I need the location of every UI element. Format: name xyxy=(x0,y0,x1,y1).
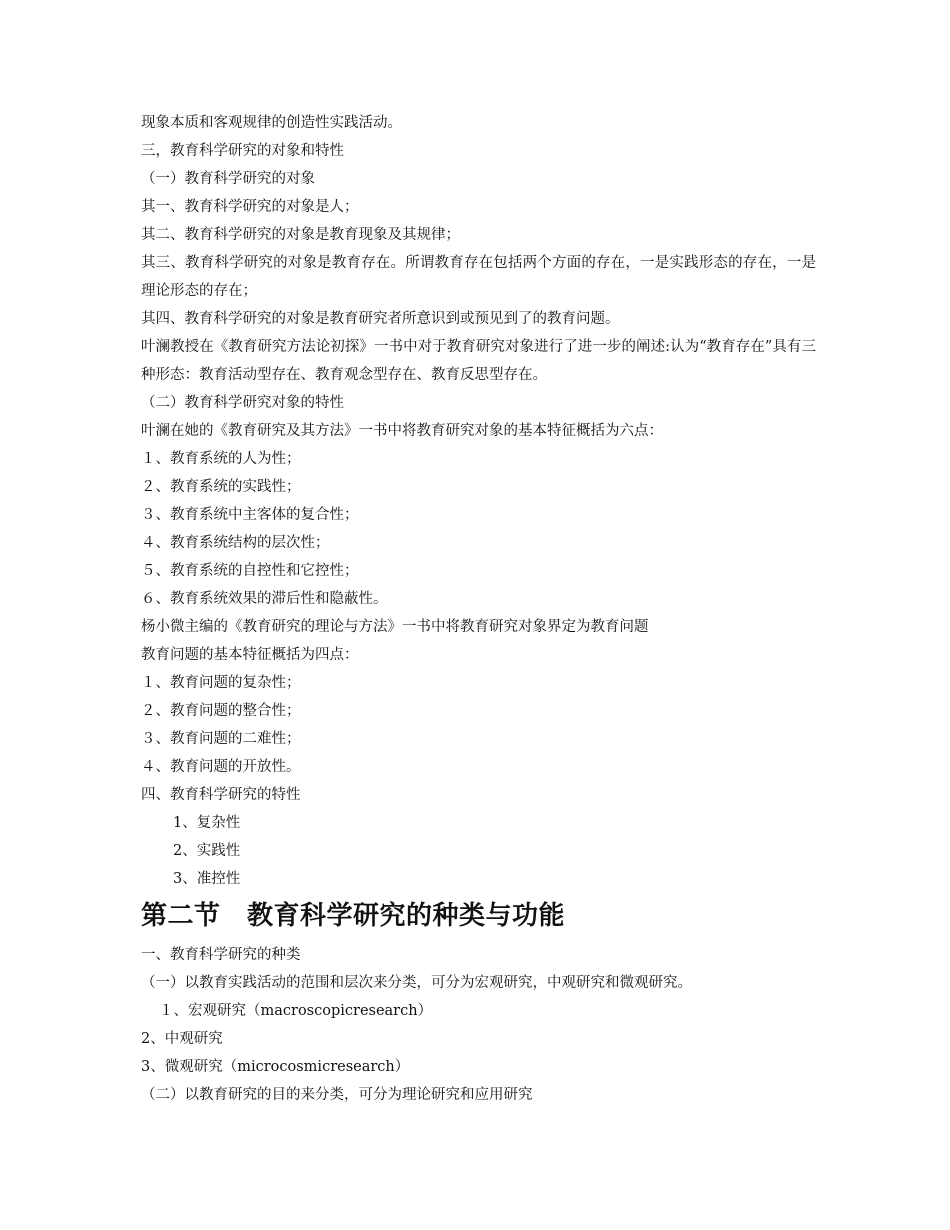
text-line: 叶澜在她的《教育研究及其方法》一书中将教育研究对象的基本特征概括为六点： xyxy=(141,423,663,439)
text-line: 现象本质和客观规律的创造性实践活动。 xyxy=(141,115,402,131)
section-subheading: （一）教育科学研究的对象 xyxy=(141,171,315,187)
section-subheading: （二）教育科学研究对象的特性 xyxy=(141,395,344,411)
section-subheading: 四、教育科学研究的特性 xyxy=(141,787,301,803)
list-item: ６、教育系统效果的滞后性和隐蔽性。 xyxy=(141,591,388,607)
list-item: ５、教育系统的自控性和它控性； xyxy=(141,563,359,579)
list-item: １、宏观研究（macroscopicresearch） xyxy=(159,1003,433,1019)
list-item: 3、准控性 xyxy=(173,871,241,887)
section-subheading: 三，教育科学研究的对象和特性 xyxy=(141,143,344,159)
section-subheading: 一、教育科学研究的种类 xyxy=(141,947,301,963)
list-item: 1、复杂性 xyxy=(173,815,241,831)
document-body xyxy=(141,109,816,1109)
text-line: （二）以教育研究的目的来分类，可分为理论研究和应用研究 xyxy=(141,1087,533,1103)
text-line: 教育问题的基本特征概括为四点： xyxy=(141,647,359,663)
list-item: １、教育问题的复杂性； xyxy=(141,675,301,691)
list-item: ４、教育系统结构的层次性； xyxy=(141,535,330,551)
text-line: 杨小微主编的《教育研究的理论与方法》一书中将教育研究对象界定为教育问题 xyxy=(141,619,649,635)
list-item: ２、教育问题的整合性； xyxy=(141,703,301,719)
list-item: ４、教育问题的开放性。 xyxy=(141,759,301,775)
list-item: ３、教育系统中主客体的复合性； xyxy=(141,507,359,523)
text-line: 其二、教育科学研究的对象是教育现象及其规律； xyxy=(141,227,460,243)
section-heading: 第二节 教育科学研究的种类与功能 xyxy=(141,901,566,931)
list-item: ３、教育问题的二难性； xyxy=(141,731,301,747)
text-line: （一）以教育实践活动的范围和层次来分类，可分为宏观研究，中观研究和微观研究。 xyxy=(141,975,692,991)
list-item: 2、中观研究 xyxy=(141,1031,223,1047)
text-line: 其一、教育科学研究的对象是人； xyxy=(141,199,359,215)
paragraph-education-existence: 其三、教育科学研究的对象是教育存在。所谓教育存在包括两个方面的存在，一是实践形态的存在，一是理论形态的存在； xyxy=(141,255,816,299)
list-item: １、教育系统的人为性； xyxy=(141,451,301,467)
paragraph-ye-lan: 叶澜教授在《教育研究方法论初探》一书中对于教育研究对象进行了进一步的阐述:认为“教育存在”具有三种形态：教育活动型存在、教育观念型存在、教育反思型存在。 xyxy=(141,339,816,383)
text-line: 其四、教育科学研究的对象是教育研究者所意识到或预见到了的教育问题。 xyxy=(141,311,620,327)
list-item: ２、教育系统的实践性； xyxy=(141,479,301,495)
list-item: 3、微观研究（microcosmicresearch） xyxy=(141,1059,410,1075)
list-item: 2、实践性 xyxy=(173,843,241,859)
